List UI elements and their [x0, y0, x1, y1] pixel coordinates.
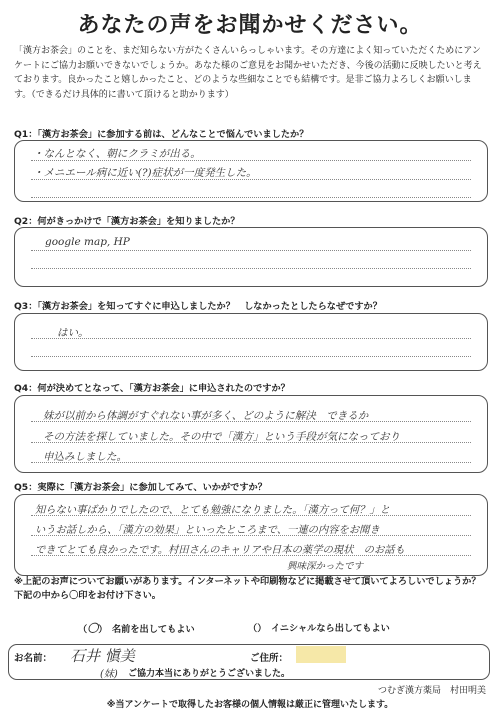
address-label: ご住所： [250, 653, 289, 664]
answer-5-line-3: できてとても良かったです。村田さんのキャリアや日本の薬学の現状 のお話も [35, 544, 405, 556]
answer-4-line-1: 妹が以前から体調がすぐれない事が多く、どのように解決 できるか [43, 410, 369, 422]
option-name-ok[interactable]: （〇） 名前を出してもよい [78, 622, 195, 635]
answer-2-line-1: google map, HP [45, 236, 130, 248]
answer-5-line-1: 知らない事ばかりでしたので、とても勉強になりました。「漢方って何？」と [35, 504, 391, 516]
question-1: Q1：「漢方お茶会」に参加する前は、どんなことで悩んでいましたか？ [14, 129, 309, 140]
page-title: あなたの声をお聞かせください。 [77, 13, 423, 38]
answer-3-line-1: はい。 [57, 327, 89, 339]
address-field[interactable] [296, 646, 346, 663]
option-1-circle-mark: 〇 [87, 622, 99, 635]
answer-5-line-4: 興味深かったです [287, 561, 364, 572]
consent-note: ※上記のお声についてお願いがあります。インターネットや印刷物などに掲載させて頂いてよろしいでしょうか？下記の中から〇印をお付け下さい。 [14, 576, 481, 601]
question-2: Q2：何がきっかけで「漢方お茶会」を知りましたか？ [14, 216, 240, 227]
option-2-label: イニシャルなら出してもよい [270, 623, 390, 634]
signature: つむぎ漢方薬局 村田明美 [377, 686, 486, 696]
thanks-text: ご協力本当にありがとうございました。 [128, 669, 291, 679]
name-label: お名前： [14, 653, 53, 664]
name-note: (妹) [100, 669, 118, 680]
answer-4-line-3: 申込みしました。 [43, 451, 127, 463]
name-field[interactable]: 石井 愼美 [70, 647, 135, 665]
answer-1-line-2: ・メニエール病に近い(?)症状が一度発生した。 [33, 167, 257, 179]
privacy-footer: ※当アンケートで取得したお客様の個人情報は厳正に管理いたします。 [106, 700, 394, 710]
answer-box-3[interactable] [14, 313, 488, 371]
question-4: Q4：何が決めてとなって、「漢方お茶会」に申込されたのですか？ [14, 383, 290, 394]
answer-box-1[interactable] [14, 140, 488, 202]
intro-text: 「漢方お茶会」のことを、まだ知らない方がたくさんいらっしゃいます。その方達によく知っていただくためにアンケートにご協力お願いできないでしょうか。あなた様のご意見をお聞かせいただき、今後の活動に反映したいと考えております。良かったこと嬉しかったこと、どのような些細なことでも結構です。是非ご協力よろしくお願いします。（できるだけ具体的に書いて頂けると助かります） [14, 46, 482, 100]
answer-box-2[interactable] [14, 227, 488, 287]
answer-5-line-2: いうお話しから、「漢方の効果」といったところまで、一連の内容をお聞き [35, 524, 380, 536]
option-initial-ok[interactable]: （） イニシャルなら出してもよい [248, 623, 390, 634]
answer-box-4[interactable] [14, 395, 488, 473]
answer-box-5[interactable] [14, 494, 488, 576]
question-3: Q3：「漢方お茶会」を知ってすぐに申込しましたか？ しなかったとしたらなぜですか？ [14, 301, 382, 312]
answer-1-line-1: ・なんとなく、朝にクラミが出る。 [33, 148, 201, 160]
answer-4-line-2: その方法を探していました。その中で「漢方」という手段が気になっており [43, 431, 400, 443]
option-1-label: 名前を出してもよい [111, 624, 195, 635]
question-5: Q5：実際に「漢方お茶会」に参加してみて、いかがですか？ [14, 482, 267, 493]
